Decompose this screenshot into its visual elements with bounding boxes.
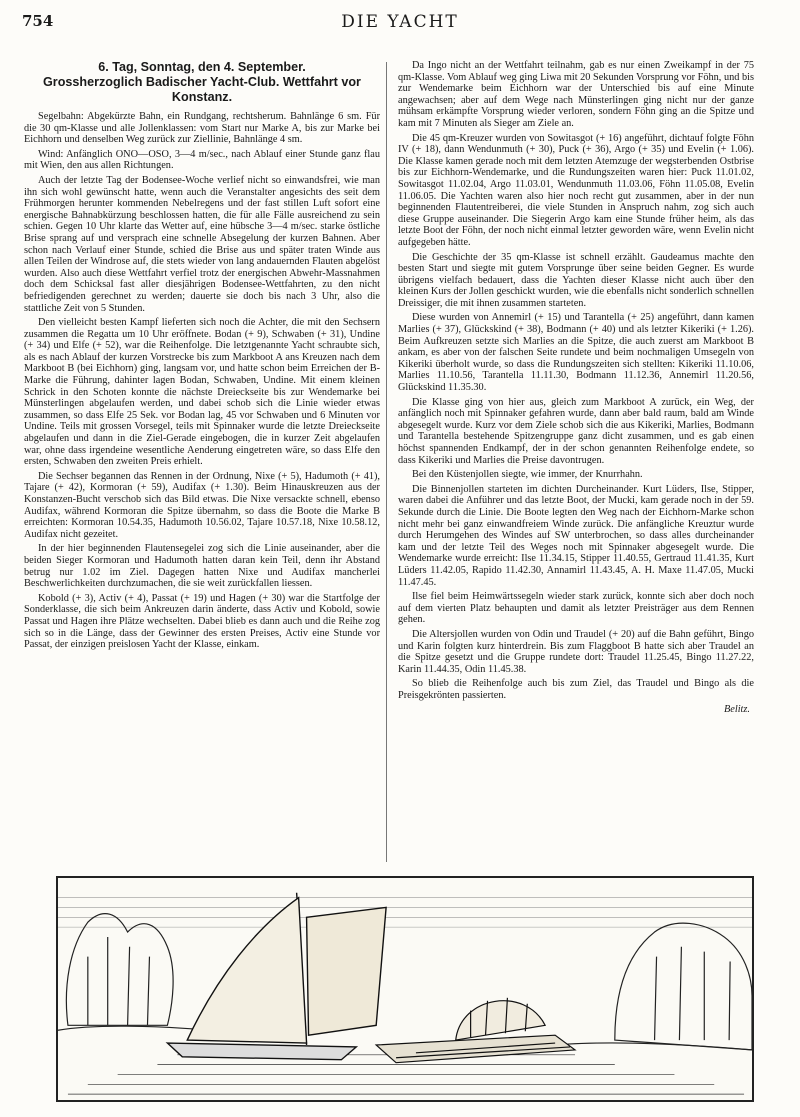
- paragraph: In der hier beginnenden Flautensegelei zog sich die Linie auseinander, aber die beiden Sieger Kormoran und Hadumoth hatten daran kein Teil, denn ihr Abstand betrug nur 1.02 im Ziel. Dagegen hatten Nixe und Audifax mancherlei Beschwerlichkeiten durchzumachen, die sie weit zurückfallen liessen.: [24, 543, 380, 590]
- article-heading-line1: 6. Tag, Sonntag, den 4. September.: [98, 60, 306, 74]
- right-trees: [555, 923, 752, 1050]
- raft-pavilion: [376, 998, 575, 1063]
- paragraph: Die Klasse ging von hier aus, gleich zum Markboot A zurück, ein Weg, der anfänglich noch mit Spinnaker gefahren wurde, dann aber bald raum, bald am Winde abgesegelt wurde. Kurz vor dem Ziele schob sich die aus Kikeriki, Marlies, Bodmann und Tarantella bestehende Spitzengruppe ganz dicht zusammen, und es gab einen höchst spannenden Endkampf, der in der schon genannten Reihenfolge endete, so dass Kikeriki und Marlies die Preise davontrugen.: [398, 396, 754, 466]
- sailboat-raft-drawing: [58, 878, 752, 1100]
- paragraph: Die Binnenjollen starteten im dichten Durcheinander. Kurt Lüders, Ilse, Stipper, waren dabei die Anführer und das letzte Boot, der Mucki, kam gerade noch in der 59. Sekunde durch die Linie. Die Boote legten den Weg nach der Eichhorn-Marke schon nicht mehr bei ganz einwandfreiem Winde zurück. Die anfängliche Kreuztur wurde durch Herumgehen des Windes auf SW unterbrochen, so dass alles durcheinander kam und der letzte Teil des Weges noch mit Spinnaker abgesegelt wurde. Die Wendemarke wurde erreicht: Ilse 11.34.15, Stipper 11.40.55, Gertraud 11.41.35, Kurt Lüders 11.42.05, Rapido 11.42.30, Annamirl 11.43.45, A. H. Maxe 11.47.05, Mucki 11.47.45.: [398, 483, 754, 588]
- paragraph: Kobold (+ 3), Activ (+ 4), Passat (+ 19) und Hagen (+ 30) war die Startfolge der Sonderklasse, die sich beim Ankreuzen darin änderte, dass Activ und Kobold, sowie Passat und Hagen ihre Plätze wechselten. Dabei blieb es dann auch und die Reihe zog sich so in die Länge, dass der Gewinner des ersten Preises, Activ eine Stunde vor Passat, der einzigen preislosen Yacht der Klasse, einkam.: [24, 592, 380, 651]
- paragraph: Ilse fiel beim Heimwärtssegeln wieder stark zurück, konnte sich aber doch noch auf dem vierten Platz behaupten und damit als letzter Preisträger aus dem Rennen gehen.: [398, 591, 754, 626]
- journal-title: DIE YACHT: [341, 12, 459, 32]
- page-number: 754: [22, 12, 54, 30]
- paragraph: Die 45 qm-Kreuzer wurden von Sowitasgot (+ 16) angeführt, dichtauf folgte Föhn IV (+ 18), dann Wendunmuth (+ 30), Puck (+ 36), Argo (+ 35) und Evelin (+ 1.06). Die Klasse kamen gerade noch mit dem letzten Atemzuge der wegsterbenden Ostbrise bis zur Eichhorn-Wendemarke, und die Rundungszeiten waren hier: Puck 11.01.02, Sowitasgot 11.02.04, Argo 11.03.01, Wendunmuth 11.03.06, Föhn 11.05.08, Evelin 11.06.05. Die Yachten waren also hier noch recht gut zusammen, aber in der nun beginnenden Flautentreiberei, die viele Stunden in Anspruch nahm, zog sich auch diese Gruppe auseinander. Die Siegerin Argo kam eine Stunde früher heim, als das letzte Boot der Föhn, der noch nicht einmal letzter geworden wäre, wenn Evelin nicht aufgegeben hätte.: [398, 132, 754, 248]
- paragraph: Da Ingo nicht an der Wettfahrt teilnahm, gab es nur einen Zweikampf in der 75 qm-Klasse. Vom Ablauf weg ging Liwa mit 20 Sekunden Vorsprung vor Föhn, und bis zur Wendemarke beim Eichhorn war der Unterschied bis auf eine Minute angewachsen; aber auf dem Wege nach Münsterlingen ging nicht nur der ganze mühsam erkämpfte Vorsprung wieder verloren, sondern Föhn ging an die Spitze und kam mit 7 Minuten als Sieger am Ziele an.: [398, 60, 754, 129]
- sailboat: [167, 893, 386, 1060]
- article-heading: [24, 60, 380, 105]
- paragraph: Die Geschichte der 35 qm-Klasse ist schnell erzählt. Gaudeamus machte den besten Start und siegte mit gutem Vorsprunge über seine beiden Gegner. Es wurde übrigens vielfach bedauert, dass die Yachten dieser Klasse nicht auch über den kleinen Kurs der Jollen geschickt wurden, wie die ebenfalls nicht sonderlich schnellen Dreissiger, die mit ihnen zusammen starteten.: [398, 251, 754, 309]
- lake-illustration: [56, 876, 754, 1102]
- paragraph: Die Altersjollen wurden von Odin und Traudel (+ 20) auf die Bahn geführt, Bingo und Karin folgten kurz hinterdrein. Bis zum Flaggboot B hatte sich aber Traudel an die Spitze gesetzt und die Gruppe rundete dort: Traudel 11.25.45, Bingo 11.27.22, Karin 11.44.35, Odin 11.45.38.: [398, 628, 754, 675]
- paragraph: Bei den Küstenjollen siegte, wie immer, der Knurrhahn.: [412, 469, 643, 481]
- paragraph: Auch der letzte Tag der Bodensee-Woche verlief nicht so einwandsfrei, wie man ihn sich wohl gewünscht hatte, wenn auch die Veranstalter angesichts des seit dem Frühmorgen herunter kommenden Nebelregens und der fast stillen Luft sofort eine energische Bahnabkürzung beschlossen hatten, die für alle Fälle ausreichend zu sein schien. Gegen 10 Uhr klarte das Wetter auf, eine hübsche 3—4 m/sec. starke östliche Brise sprang auf und versprach eine schnelle Absegelung der kurzen Bahnen. Aber schon nach Verlauf einer Stunde, schied die Brise aus und später traten Winde aus allen Teilen der Windrose auf, die stets wieder von lang andauernden Flauten abgelöst wurden. Also auch diese Wettfahrt verfiel trotz der energischen Abwehr-Massnahmen doch dem Schicksal fast aller diesjährigen Bodensee-Wettfahrten, zu den nicht befriedigenden gerechnet zu werden; dauerte sie doch bis nach 3 Uhr, also die stattliche Zeit von 5 Stunden.: [24, 174, 380, 314]
- paragraph: Segelbahn: Abgekürzte Bahn, ein Rundgang, rechtsherum. Bahnlänge 6 sm. Für die 30 qm-Klasse und alle Jollenklassen: vom Start nur Marke A, bis zur Marke bei Eichhorn und denselben Weg zurück zur Ziellinie, Bahnlänge 4 sm.: [24, 111, 380, 146]
- page-header: [22, 12, 778, 36]
- paragraph: Die Sechser begannen das Rennen in der Ordnung, Nixe (+ 5), Hadumoth (+ 41), Tajare (+ 42), Kormoran (+ 59), Audifax (+ 1.30). Beim Hinauskreuzen aus der Konstanzen-Bucht verschob sich das Bild etwas. Die Nixe versackte schnell, ebenso Audifax, während Kormoran die Spitze übernahm, so dass die Boote die Marke B erreichten: Kormoran 10.54.35, Hadumoth 10.56.02, Tajare 10.57.18, Nixe 10.58.12, Audifax nicht gezeitet.: [24, 470, 380, 540]
- left-column: [24, 60, 380, 870]
- paragraph: Den vielleicht besten Kampf lieferten sich noch die Achter, die mit den Sechsern zusammen die Regatta um 10 Uhr eröffnete. Bodan (+ 9), Schwaben (+ 31), Undine (+ 34) und Elfe (+ 52), war die Reihenfolge. Die letztgenannte Yacht schraubte sich, als es nach Ablauf der kurzen Vorstrecke bis zum Markboot A ans Kreuzen nach dem Markboot B (bei Eichhorn) ging, langsam vor, und hatte schon beim Erreichen der B-Marke die Führung, dahinter lagen Bodan, Schwaben, Undine. Mit einem kleinen Schrick in den Schoten konnte die nächste Dreieckseite bis zur Wendemarke bei Münsterlingen abgelaufen werden, und dabei schob sich die Linie wieder etwas zusammen, so dass Elfe 25 Sek. vor Bodan lag, 45 vor Schwaben und 6 Minuten vor Undine. Teils mit grossen Vorsegel, teils mit Spinnaker wurde die letzte Dreieckseite abgelaufen und dann in die Ziel-Gerade eingebogen, die in kurzer Zeit abgelaufen war, ohne dass irgendeine wesentliche Aenderung eingetreten wäre, so dass Elfe den ersten, Schwaben den zweiten Preis erhielt.: [24, 317, 380, 468]
- article-heading-line2: Grossherzoglich Badischer Yacht-Club. Wettfahrt vor Konstanz.: [43, 75, 361, 104]
- author-signature: Belitz.: [723, 704, 750, 716]
- paragraph: So blieb die Reihenfolge auch bis zum Ziel, das Traudel und Bingo als die Preisgekrönten passierten.: [398, 678, 754, 701]
- right-column: [398, 60, 754, 870]
- paragraph: Wind: Anfänglich ONO—OSO, 3—4 m/sec., nach Ablauf einer Stunde ganz flau mit Wien, den aus allen Richtungen.: [24, 148, 380, 172]
- column-divider: [386, 62, 387, 862]
- paragraph: Diese wurden von Annemirl (+ 15) und Tarantella (+ 25) angeführt, dann kamen Marlies (+ 37), Glückskind (+ 38), Bodmann (+ 40) und als letzter Kikeriki (+ 1.26). Beim Aufkreuzen setzte sich Marlies an die Spitze, die auch zuerst am Markboot B ankam, es aber von der falschen Seite rundete und beim nochmaligen Umsegeln von Kikeriki überholt wurde, so dass die Rundungszeiten sich stellten: Kikeriki 11.10.06, Marlies 11.10.56, Tarantella 11.11.30, Bodmann 11.12.36, Annemirl 11.20.56, Glückskind 11.35.30.: [398, 312, 754, 394]
